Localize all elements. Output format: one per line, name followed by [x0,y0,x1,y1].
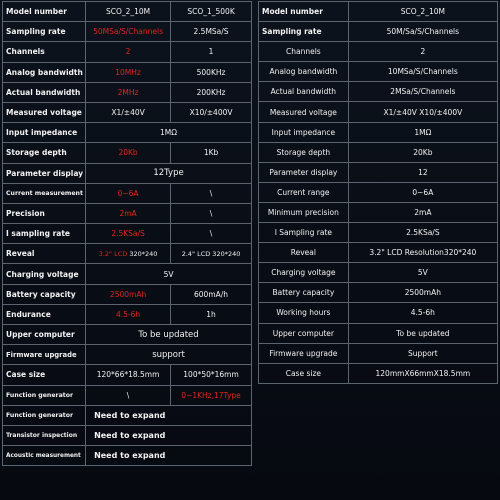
table-row [3,284,252,304]
table-row [3,203,252,223]
row-label: Actual bandwidth [259,82,349,102]
sco1-value: \ [171,224,252,244]
row-label: Analog bandwidth [3,62,86,82]
row-value: 2.5KSa/S [348,223,497,243]
row-value: 12 [348,162,497,182]
row-label: Firmware upgrade [3,345,86,365]
sco2-value: \ [86,385,171,405]
row-label: Battery capacity [259,283,349,303]
row-label: Parameter display [259,162,349,182]
row-label: Measured voltage [259,102,349,122]
lcd-size-text: 3.2" LCD [98,249,128,258]
table-row [259,303,498,323]
row-value: 20Kb [348,142,497,162]
sco2-value: 2.5KSa/S [86,224,171,244]
table-row [259,2,498,22]
row-label: Input impedance [3,123,86,143]
spec-table [258,1,498,384]
table-row [3,405,252,425]
table-row [3,42,252,62]
table-row [259,22,498,42]
row-label: Minimum precision [259,202,349,222]
table-row [3,224,252,244]
row-label: Endurance [3,304,86,324]
comparison-table [2,1,252,466]
row-value: 10MSa/S/Channels [348,62,497,82]
sco1-value: 1h [171,304,252,324]
row-label: Measured voltage [3,102,86,122]
table-row [3,365,252,385]
row-label: Acoustic measurement [3,446,86,466]
row-value: SCO_2_10M [348,2,497,22]
table-row [3,385,252,405]
row-label: Parameter display [3,163,86,183]
sco1-value: 500KHz [171,62,252,82]
table-row [3,425,252,445]
row-label: Reveal [259,243,349,263]
row-label: Charging voltage [259,263,349,283]
row-label: Battery capacity [3,284,86,304]
shared-value: 1MΩ [86,123,252,143]
table-row [3,123,252,143]
shared-value: Need to expand [86,405,252,425]
row-value: 0~6A [348,182,497,202]
row-value: X1/±40V X10/±400V [348,102,497,122]
sco1-value: \ [171,183,252,203]
row-label: Actual bandwidth [3,82,86,102]
row-value: 3.2" LCD Resolution320*240 [348,243,497,263]
sco1-value: SCO_1_500K [171,2,252,22]
sco2-value: SCO_2_10M [86,2,171,22]
table-row [259,42,498,62]
row-label: Upper computer [259,323,349,343]
table-row [259,102,498,122]
row-label: Charging voltage [3,264,86,284]
row-value: To be updated [348,323,497,343]
shared-value: 12Type [86,163,252,183]
table-row [3,2,252,22]
row-label: Sampling rate [259,22,349,42]
table-row [259,82,498,102]
table-row [259,363,498,383]
row-label: Storage depth [259,142,349,162]
shared-value: Need to expand [86,425,252,445]
row-label: I Sampling rate [259,223,349,243]
sco2-value: 120*66*18.5mm [86,365,171,385]
row-value: 1MΩ [348,122,497,142]
row-value: 5V [348,263,497,283]
sco2-value: X1/±40V [86,102,171,122]
row-value: 2mA [348,202,497,222]
row-value: 2500mAh [348,283,497,303]
sco2-value: 0~6A [86,183,171,203]
sco1-value: X10/±400V [171,102,252,122]
row-label: Precision [3,203,86,223]
sco1-value: \ [171,203,252,223]
table-row [259,142,498,162]
table-row [259,202,498,222]
table-row [259,263,498,283]
table-row [3,264,252,284]
row-label: Analog bandwidth [259,62,349,82]
table-row [3,82,252,102]
sco1-value: 200KHz [171,82,252,102]
sco2-value: 2500mAh [86,284,171,304]
table-row [3,163,252,183]
table-row [3,183,252,203]
table-row [259,283,498,303]
row-label: I sampling rate [3,224,86,244]
sco1-value: 2.4" LCD 320*240 [171,244,252,264]
row-label: Current range [259,182,349,202]
table-row [3,62,252,82]
row-label: Model number [3,2,86,22]
table-row [259,223,498,243]
row-value: 2MSa/S/Channels [348,82,497,102]
sco1-value: 100*50*16mm [171,365,252,385]
table-row [3,304,252,324]
table-row [259,243,498,263]
table-row [3,143,252,163]
row-label: Function generator [3,385,86,405]
shared-value: 5V [86,264,252,284]
sco2-value: 2 [86,42,171,62]
row-label: Channels [259,42,349,62]
table-row [3,102,252,122]
row-label: Firmware upgrade [259,343,349,363]
row-label: Case size [3,365,86,385]
row-label: Input impedance [259,122,349,142]
table-row [259,122,498,142]
row-label: Working hours [259,303,349,323]
sco2-value [86,244,171,264]
row-label: Transistor inspection [3,425,86,445]
sco2-value: 4.5-6h [86,304,171,324]
row-label: Upper computer [3,325,86,345]
sco1-value: 1 [171,42,252,62]
sco1-value: 2.5MSa/S [171,22,252,42]
row-value: Support [348,343,497,363]
row-label: Model number [259,2,349,22]
sco2-value: 20Kb [86,143,171,163]
row-label: Current measurement [3,183,86,203]
sco2-value: 50MSa/S/Channels [86,22,171,42]
sco2-value: 2MHz [86,82,171,102]
table-row [3,446,252,466]
sco1-value: 600mA/h [171,284,252,304]
row-value: 120mmX66mmX18.5mm [348,363,497,383]
table-row [3,22,252,42]
row-label: Case size [259,363,349,383]
table-row [3,244,252,264]
row-value: 2 [348,42,497,62]
row-label: Sampling rate [3,22,86,42]
table-row [259,162,498,182]
table-row [259,343,498,363]
sco1-value: 1Kb [171,143,252,163]
shared-value: support [86,345,252,365]
table-row [3,345,252,365]
table-row [259,182,498,202]
sco2-value: 2mA [86,203,171,223]
row-label: Channels [3,42,86,62]
row-value: 4.5-6h [348,303,497,323]
shared-value: Need to expand [86,446,252,466]
row-label: Storage depth [3,143,86,163]
row-label: Function generator [3,405,86,425]
sco2-value: 10MHz [86,62,171,82]
table-row [3,325,252,345]
row-label: Reveal [3,244,86,264]
table-row [259,62,498,82]
row-value: 50M/Sa/S/Channels [348,22,497,42]
table-row [259,323,498,343]
shared-value: To be updated [86,325,252,345]
sco1-value: 0~1KHz,17Type [171,385,252,405]
resolution-text: 320*240 [129,249,158,258]
